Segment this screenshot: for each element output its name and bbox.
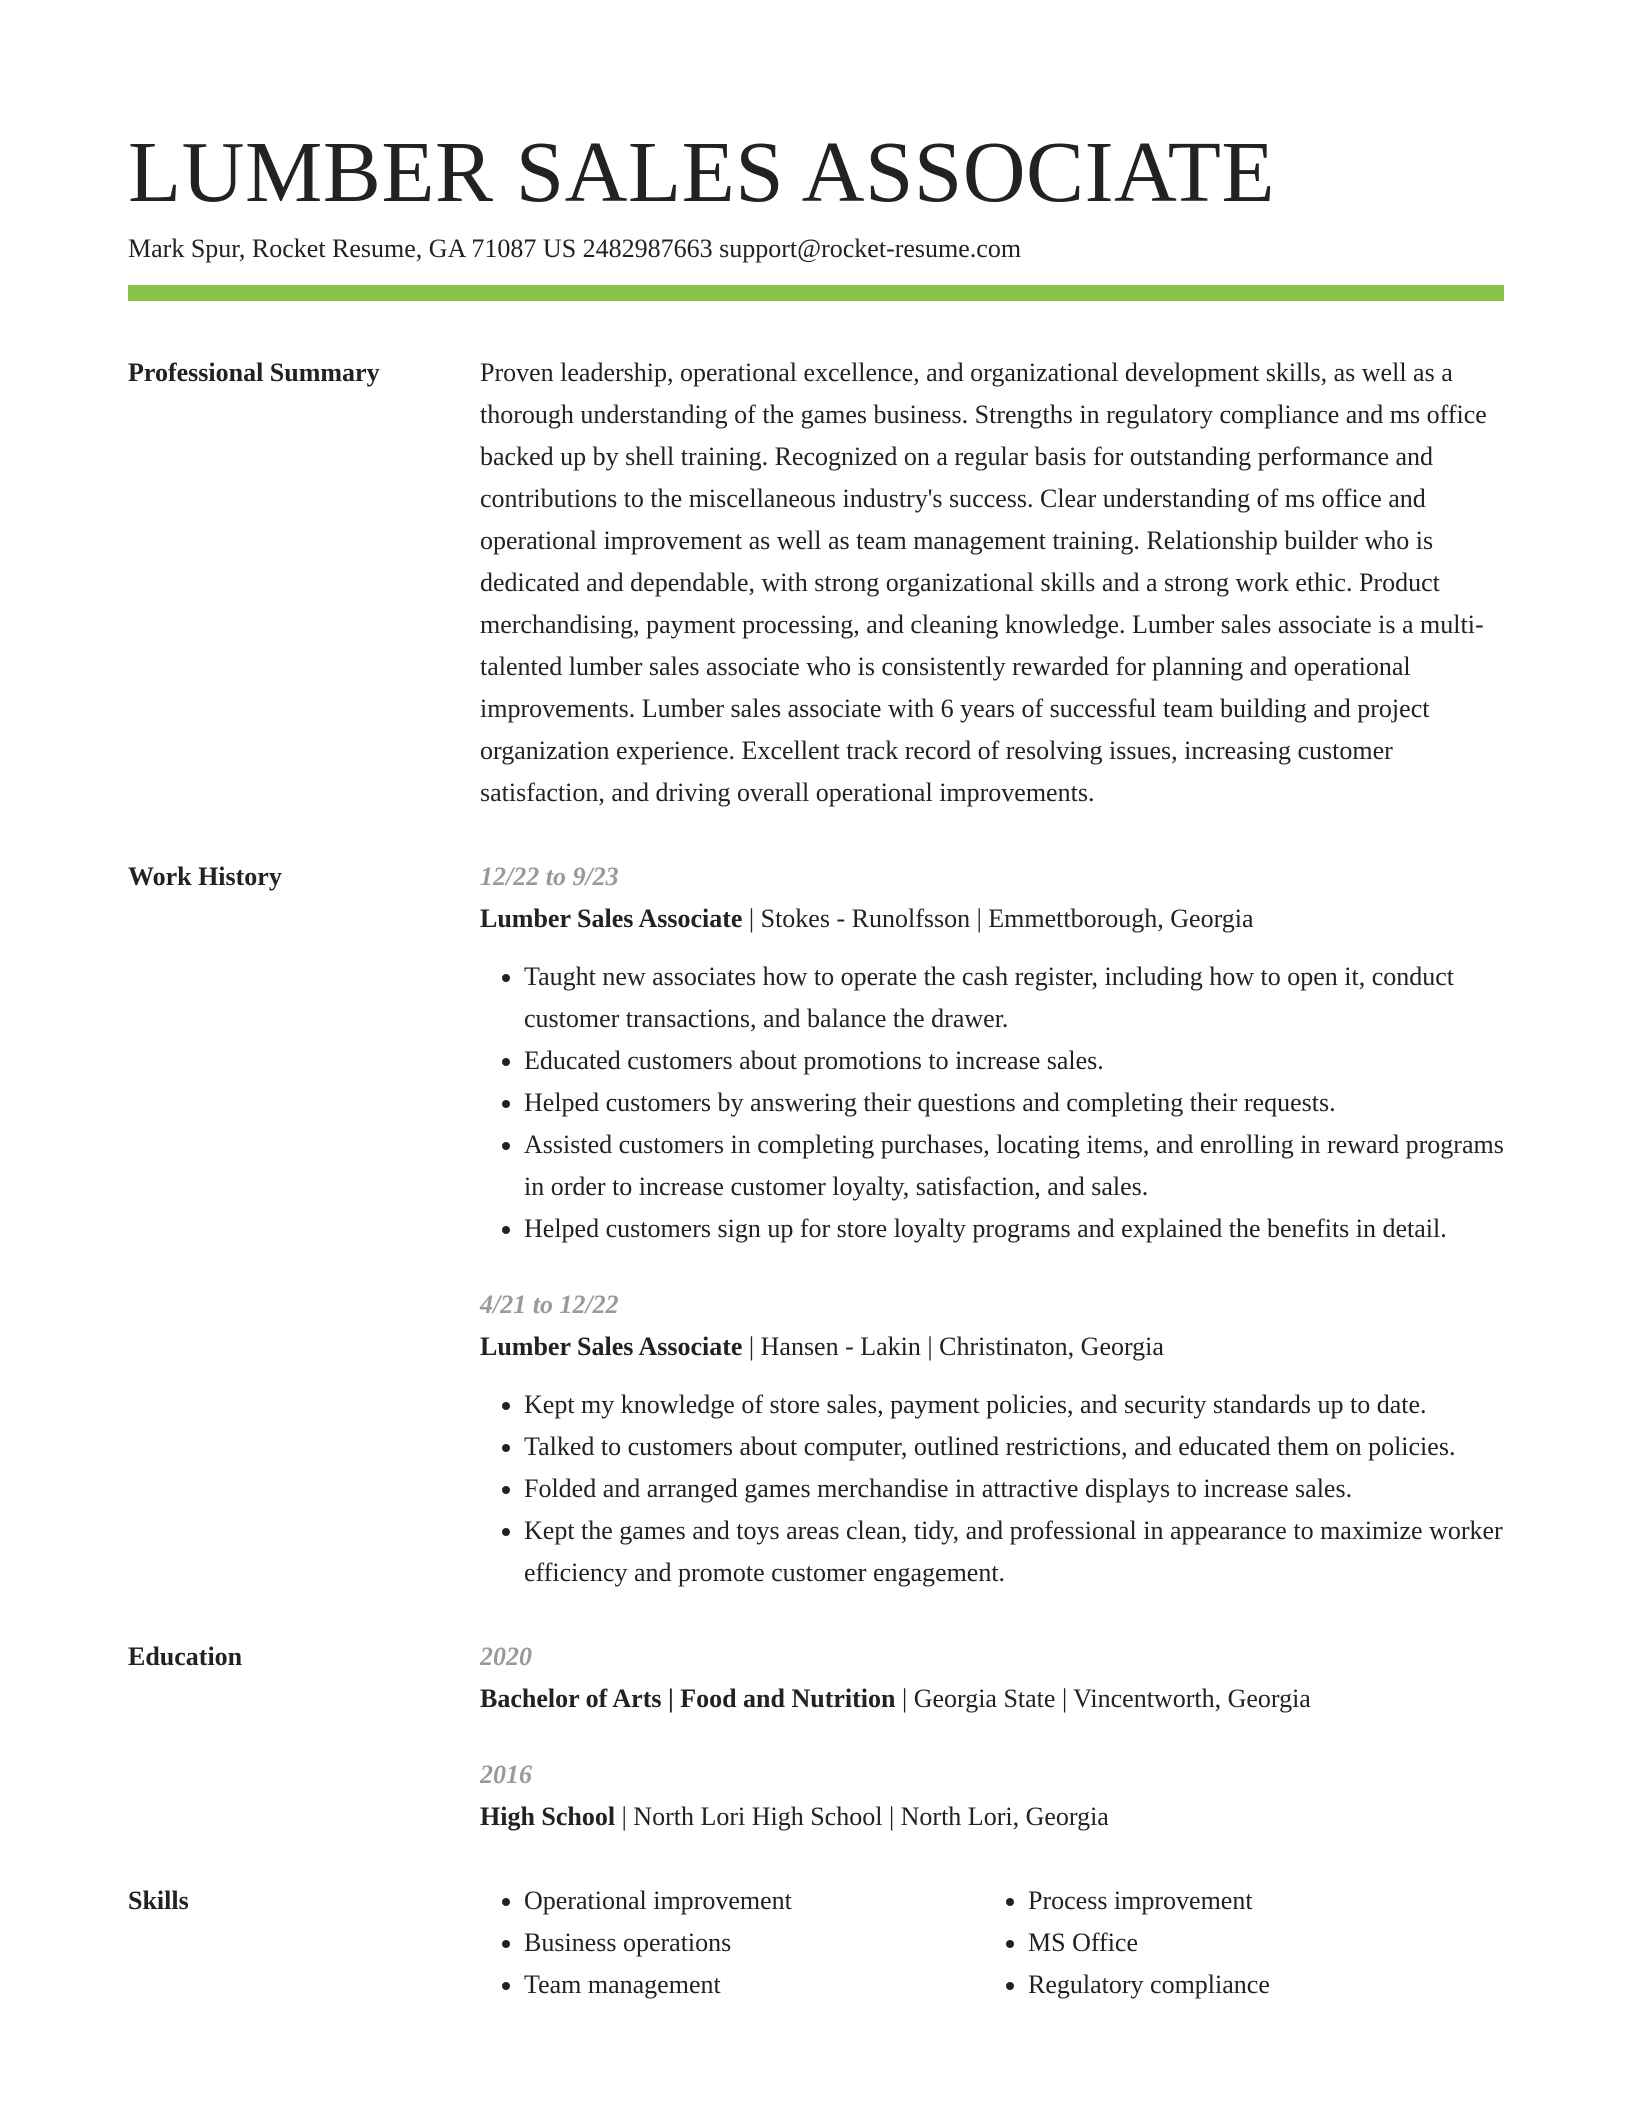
skill-item: • Operational improvement [524,1880,984,1922]
job-bullet: • Helped customers sign up for store loyalty programs and explained the benefits in detail. [524,1208,1504,1250]
resume-title: LUMBER SALES ASSOCIATE [128,123,1276,220]
education-degree: Bachelor of Arts | Food and Nutrition [480,1684,896,1713]
education-heading: Education [128,1642,243,1671]
skills-list-right [984,1880,1488,2006]
job-details: | Hansen - Lakin | Christinaton, Georgia [742,1332,1164,1361]
job-title: Lumber Sales Associate [480,904,743,933]
skills-body [480,1880,1504,2006]
job-entry [480,1284,1504,1594]
education-details: | Georgia State | Vincentworth, Georgia [895,1684,1311,1713]
skill-item: • Regulatory compliance [1028,1964,1488,2006]
skills-list-left [480,1880,984,2006]
job-entry [480,856,1504,1250]
job-bullets [480,1384,1504,1594]
job-bullets [480,956,1504,1250]
job-dates: 12/22 to 9/23 [480,862,619,891]
job-title: Lumber Sales Associate [480,1332,743,1361]
education-details: | North Lori High School | North Lori, Georgia [615,1802,1109,1831]
contact-info: Mark Spur, Rocket Resume, GA 71087 US 2482987663 support@rocket-resume.com [128,234,1022,263]
education-degree: High School [480,1802,616,1831]
education-year: 2020 [480,1642,532,1671]
education-section [128,1636,1504,1838]
job-heading [480,1326,1504,1368]
job-bullet: • Taught new associates how to operate the cash register, including how to open it, conduct customer transactions, and balance the drawer. [524,956,1504,1040]
job-details: | Stokes - Runolfsson | Emmettborough, Georgia [742,904,1254,933]
job-bullet: • Assisted customers in completing purchases, locating items, and enrolling in reward programs in order to increase customer loyalty, satisfaction, and sales. [524,1124,1504,1208]
job-bullet: • Talked to customers about computer, outlined restrictions, and educated them on policies. [524,1426,1504,1468]
summary-body [480,352,1504,814]
skills-heading: Skills [128,1886,189,1915]
education-entry [480,1636,1504,1720]
job-bullet: • Kept my knowledge of store sales, payment policies, and security standards up to date. [524,1384,1504,1426]
work-history-body [480,856,1504,1594]
job-bullet: • Educated customers about promotions to increase sales. [524,1040,1504,1082]
education-line [480,1678,1504,1720]
skills-section [128,1880,1504,2006]
education-entry [480,1754,1504,1838]
resume-sections [128,352,1504,2048]
job-bullet: • Kept the games and toys areas clean, tidy, and professional in appearance to maximize worker efficiency and promote customer engagement. [524,1510,1504,1594]
job-bullet: • Folded and arranged games merchandise in attractive displays to increase sales. [524,1468,1504,1510]
education-year: 2016 [480,1760,532,1789]
summary-text: Proven leadership, operational excellence, and organizational development skills, as well as a thorough understanding of the games business. Strengths in regulatory compliance and ms office backed up by shell training. Recognized on a regular basis for outstanding performance and contributions to the miscellaneous industry's success. Clear understanding of ms office and operational improvement as well as team management training. Relationship builder who is dedicated and dependable, with strong organizational skills and a strong work ethic. Product merchandising, payment processing, and cleaning knowledge. Lumber sales associate is a multi-talented lumber sales associate who is consistently rewarded for planning and operational improvements. Lumber sales associate with 6 years of successful team building and project organization experience. Excellent track record of resolving issues, increasing customer satisfaction, and driving overall operational improvements. [480,358,1487,807]
education-body [480,1636,1504,1838]
summary-section [128,352,1504,814]
work-history-heading: Work History [128,862,282,891]
job-bullet: • Helped customers by answering their questions and completing their requests. [524,1082,1504,1124]
work-history-section [128,856,1504,1594]
skill-item: • MS Office [1028,1922,1488,1964]
skill-item: • Process improvement [1028,1880,1488,1922]
job-dates: 4/21 to 12/22 [480,1290,619,1319]
accent-divider [128,285,1504,301]
summary-heading: Professional Summary [128,358,380,387]
job-heading [480,898,1504,940]
education-line [480,1796,1504,1838]
skill-item: • Business operations [524,1922,984,1964]
skill-item: • Team management [524,1964,984,2006]
